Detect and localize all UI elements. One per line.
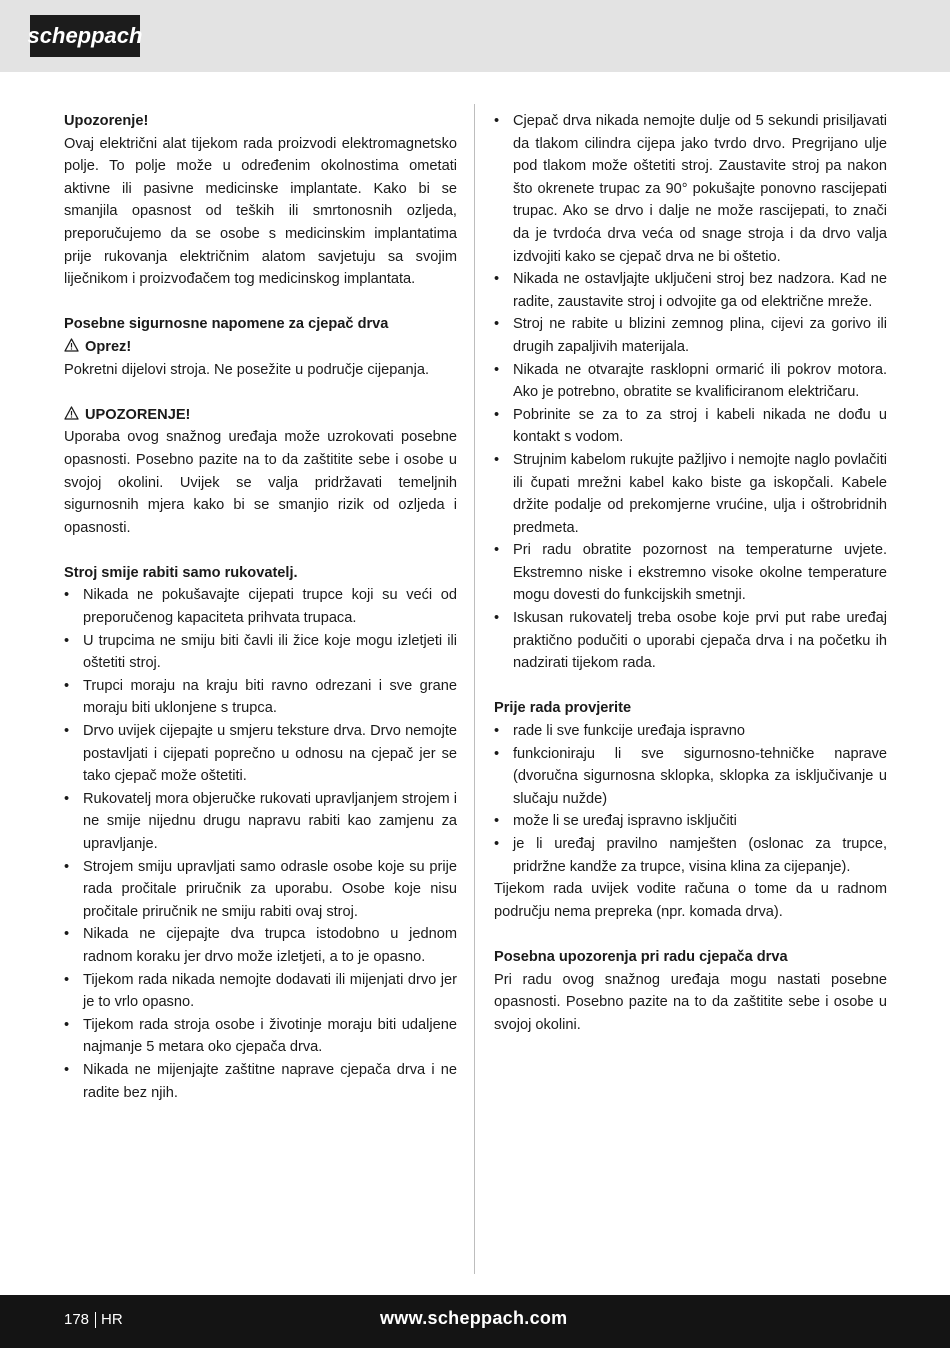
caution-text: Pokretni dijelovi stroja. Ne posežite u područje cijepanja.	[64, 361, 430, 378]
list-item: • funkcioniraju li sve sigurnosno-tehničke naprave (dvoručna sigurnosna sklopka, sklopka za isključivanje u slučaju nužde)	[494, 743, 887, 811]
list-item: • rade li sve funkcije uređaja ispravno	[494, 720, 887, 743]
safety-list	[494, 110, 887, 675]
footer-separator	[95, 1312, 96, 1328]
operator-title: Stroj smije rabiti samo rukovatelj.	[64, 564, 298, 581]
language-code: HR	[101, 1311, 123, 1328]
list-item: • Nikada ne cijepajte dva trupca istodobno u jednom radnom koraku jer drvo može izletjeti, a to je opasno.	[64, 923, 457, 968]
caution-label: Oprez!	[85, 338, 132, 355]
list-item: • Rukovatelj mora objeručke rukovati upravljanjem strojem i ne smije nijednu drugu napravu rabiti kao zamjenu za upravljanje.	[64, 788, 457, 856]
list-item: • Drvo uvijek cijepajte u smjeru teksture drva. Drvo nemojte postavljati i cijepati poprečno u odnosu na cjepač jer se tako cjepač može oštetiti.	[64, 720, 457, 788]
footer	[0, 1295, 950, 1348]
check-title: Prije rada provjerite	[494, 700, 632, 717]
list-item: • Nikada ne pokušavajte cijepati trupce koji su veći od preporučenog kapaciteta prihvata trupaca.	[64, 584, 457, 629]
warning-triangle-icon	[64, 406, 79, 420]
warning2-label: UPOZORENJE!	[85, 406, 191, 423]
list-item: • Nikada ne ostavljajte uključeni stroj bez nadzora. Kad ne radite, zaustavite stroj i odvojite ga od električne mreže.	[494, 268, 887, 313]
check-note: Tijekom rada uvijek vodite računa o tome da u radnom području nema prepreka (npr. komada drva).	[494, 881, 887, 920]
list-item: • može li se uređaj ispravno isključiti	[494, 810, 887, 833]
special-warnings-title: Posebna upozorenja pri radu cjepača drva	[494, 948, 788, 965]
list-item: • Strojem smiju upravljati samo odrasle osobe koje su prije rada pročitale priručnik za uporabu. Osobe koje nisu pročitale priručnik ne smiju rabiti ovaj stroj.	[64, 856, 457, 924]
check-list	[494, 720, 887, 878]
page-number: 178	[64, 1311, 90, 1328]
list-item: • Tijekom rada stroja osobe i životinje moraju biti udaljene najmanje 5 metara oko cjepača drva.	[64, 1014, 457, 1059]
warning-triangle-icon	[64, 338, 79, 352]
list-item: • Iskusan rukovatelj treba osobe koje prvi put rabe uređaj praktično podučiti o uporabi cjepača drva i na početku ih nadzirati tijekom rada.	[494, 607, 887, 675]
special-warnings-text: Pri radu ovog snažnog uređaja mogu nastati posebne opasnosti. Posebno pazite na to da zaštitite sebe i osobe u svojoj okolini.	[494, 971, 887, 1033]
list-item: • Tijekom rada nikada nemojte dodavati ili mijenjati drvo jer je to vrlo opasno.	[64, 969, 457, 1014]
list-item: • Trupci moraju na kraju biti ravno odrezani i sve grane moraju biti uklonjene s trupca.	[64, 675, 457, 720]
scheppach-logo	[27, 15, 143, 57]
special-notes-title: Posebne sigurnosne napomene za cjepač drva	[64, 316, 389, 333]
logo-wordmark	[27, 21, 143, 51]
list-item: • U trupcima ne smiju biti čavli ili žice koje mogu izletjeti ili oštetiti stroj.	[64, 630, 457, 675]
list-item: • Strujnim kabelom rukujte pažljivo i nemojte naglo povlačiti ili čupati mrežni kabel kako biste ga iskopčali. Kabele držite podalje od prekomjerne vrućine, ulja i oštrobridnih predmeta.	[494, 449, 887, 539]
header-band	[0, 0, 950, 72]
list-item: • je li uređaj pravilno namješten (oslonac za trupce, pridržne kandže za trupce, visina klina za cijepanje).	[494, 833, 887, 878]
warning-text: Ovaj električni alat tijekom rada proizvodi elektromagnetsko polje. To polje može u određenim okolnostima ometati aktivne ili pasivne medicinske implantate. Kako bi se smanjila opasnost od teških ili smrtonosnih ozljeda, preporučujemo da se osobe s medicinskim implantatima prije rukovanja električnim alatom savjetuju sa svojim liječnikom i proizvođačem tog medicinskog implantata.	[64, 135, 457, 288]
column-divider	[474, 104, 475, 1274]
warning-title: Upozorenje!	[64, 113, 149, 129]
list-item: • Stroj ne rabite u blizini zemnog plina, cijevi za gorivo ili drugih zapaljivih materijala.	[494, 313, 887, 358]
list-item: • Pri radu obratite pozornost na temperaturne uvjete. Ekstremno niske i ekstremno visoke okolne temperature mogu dovesti do funkcijskih smetnji.	[494, 539, 887, 607]
list-item: • Nikada ne mijenjajte zaštitne naprave cjepača drva i ne radite bez njih.	[64, 1059, 457, 1104]
list-item: • Nikada ne otvarajte rasklopni ormarić ili pokrov motora. Ako je potrebno, obratite se kvalificiranom električaru.	[494, 359, 887, 404]
website-link[interactable]: www.scheppach.com	[380, 1308, 568, 1328]
warning2-heading	[64, 404, 457, 427]
left-column	[64, 110, 457, 1104]
list-item: • Pobrinite se za to za stroj i kabeli nikada ne dođu u kontakt s vodom.	[494, 404, 887, 449]
operator-list	[64, 584, 457, 1104]
list-item: • Cjepač drva nikada nemojte dulje od 5 sekundi prisiljavati da tlakom cilindra cijepa jako tvrdo drvo. Pregrijano ulje pod tlakom može oštetiti stroj. Zaustavite stroj pa nakon što okrenete trupac za 90° pokušajte ponovno rascijepati trupac. Ako se drvo i dalje ne može rascijepati, to znači da je tvrdoća drva veća od snage stroja i da drvo valja izdvojiti kako se cjepač drva ne bi oštetio.	[494, 110, 887, 268]
right-column	[494, 110, 887, 1036]
caution-heading	[64, 336, 457, 359]
logo-text: scheppach	[27, 23, 143, 48]
warning2-text: Uporaba ovog snažnog uređaja može uzrokovati posebne opasnosti. Posebno pazite na to da zaštitite sebe i osobe u svojoj okolini. Uvijek se valja pridržavati temeljnih sigurnosnih mjera kako bi se smanjio rizik od ozljeda i opasnosti.	[64, 429, 457, 536]
